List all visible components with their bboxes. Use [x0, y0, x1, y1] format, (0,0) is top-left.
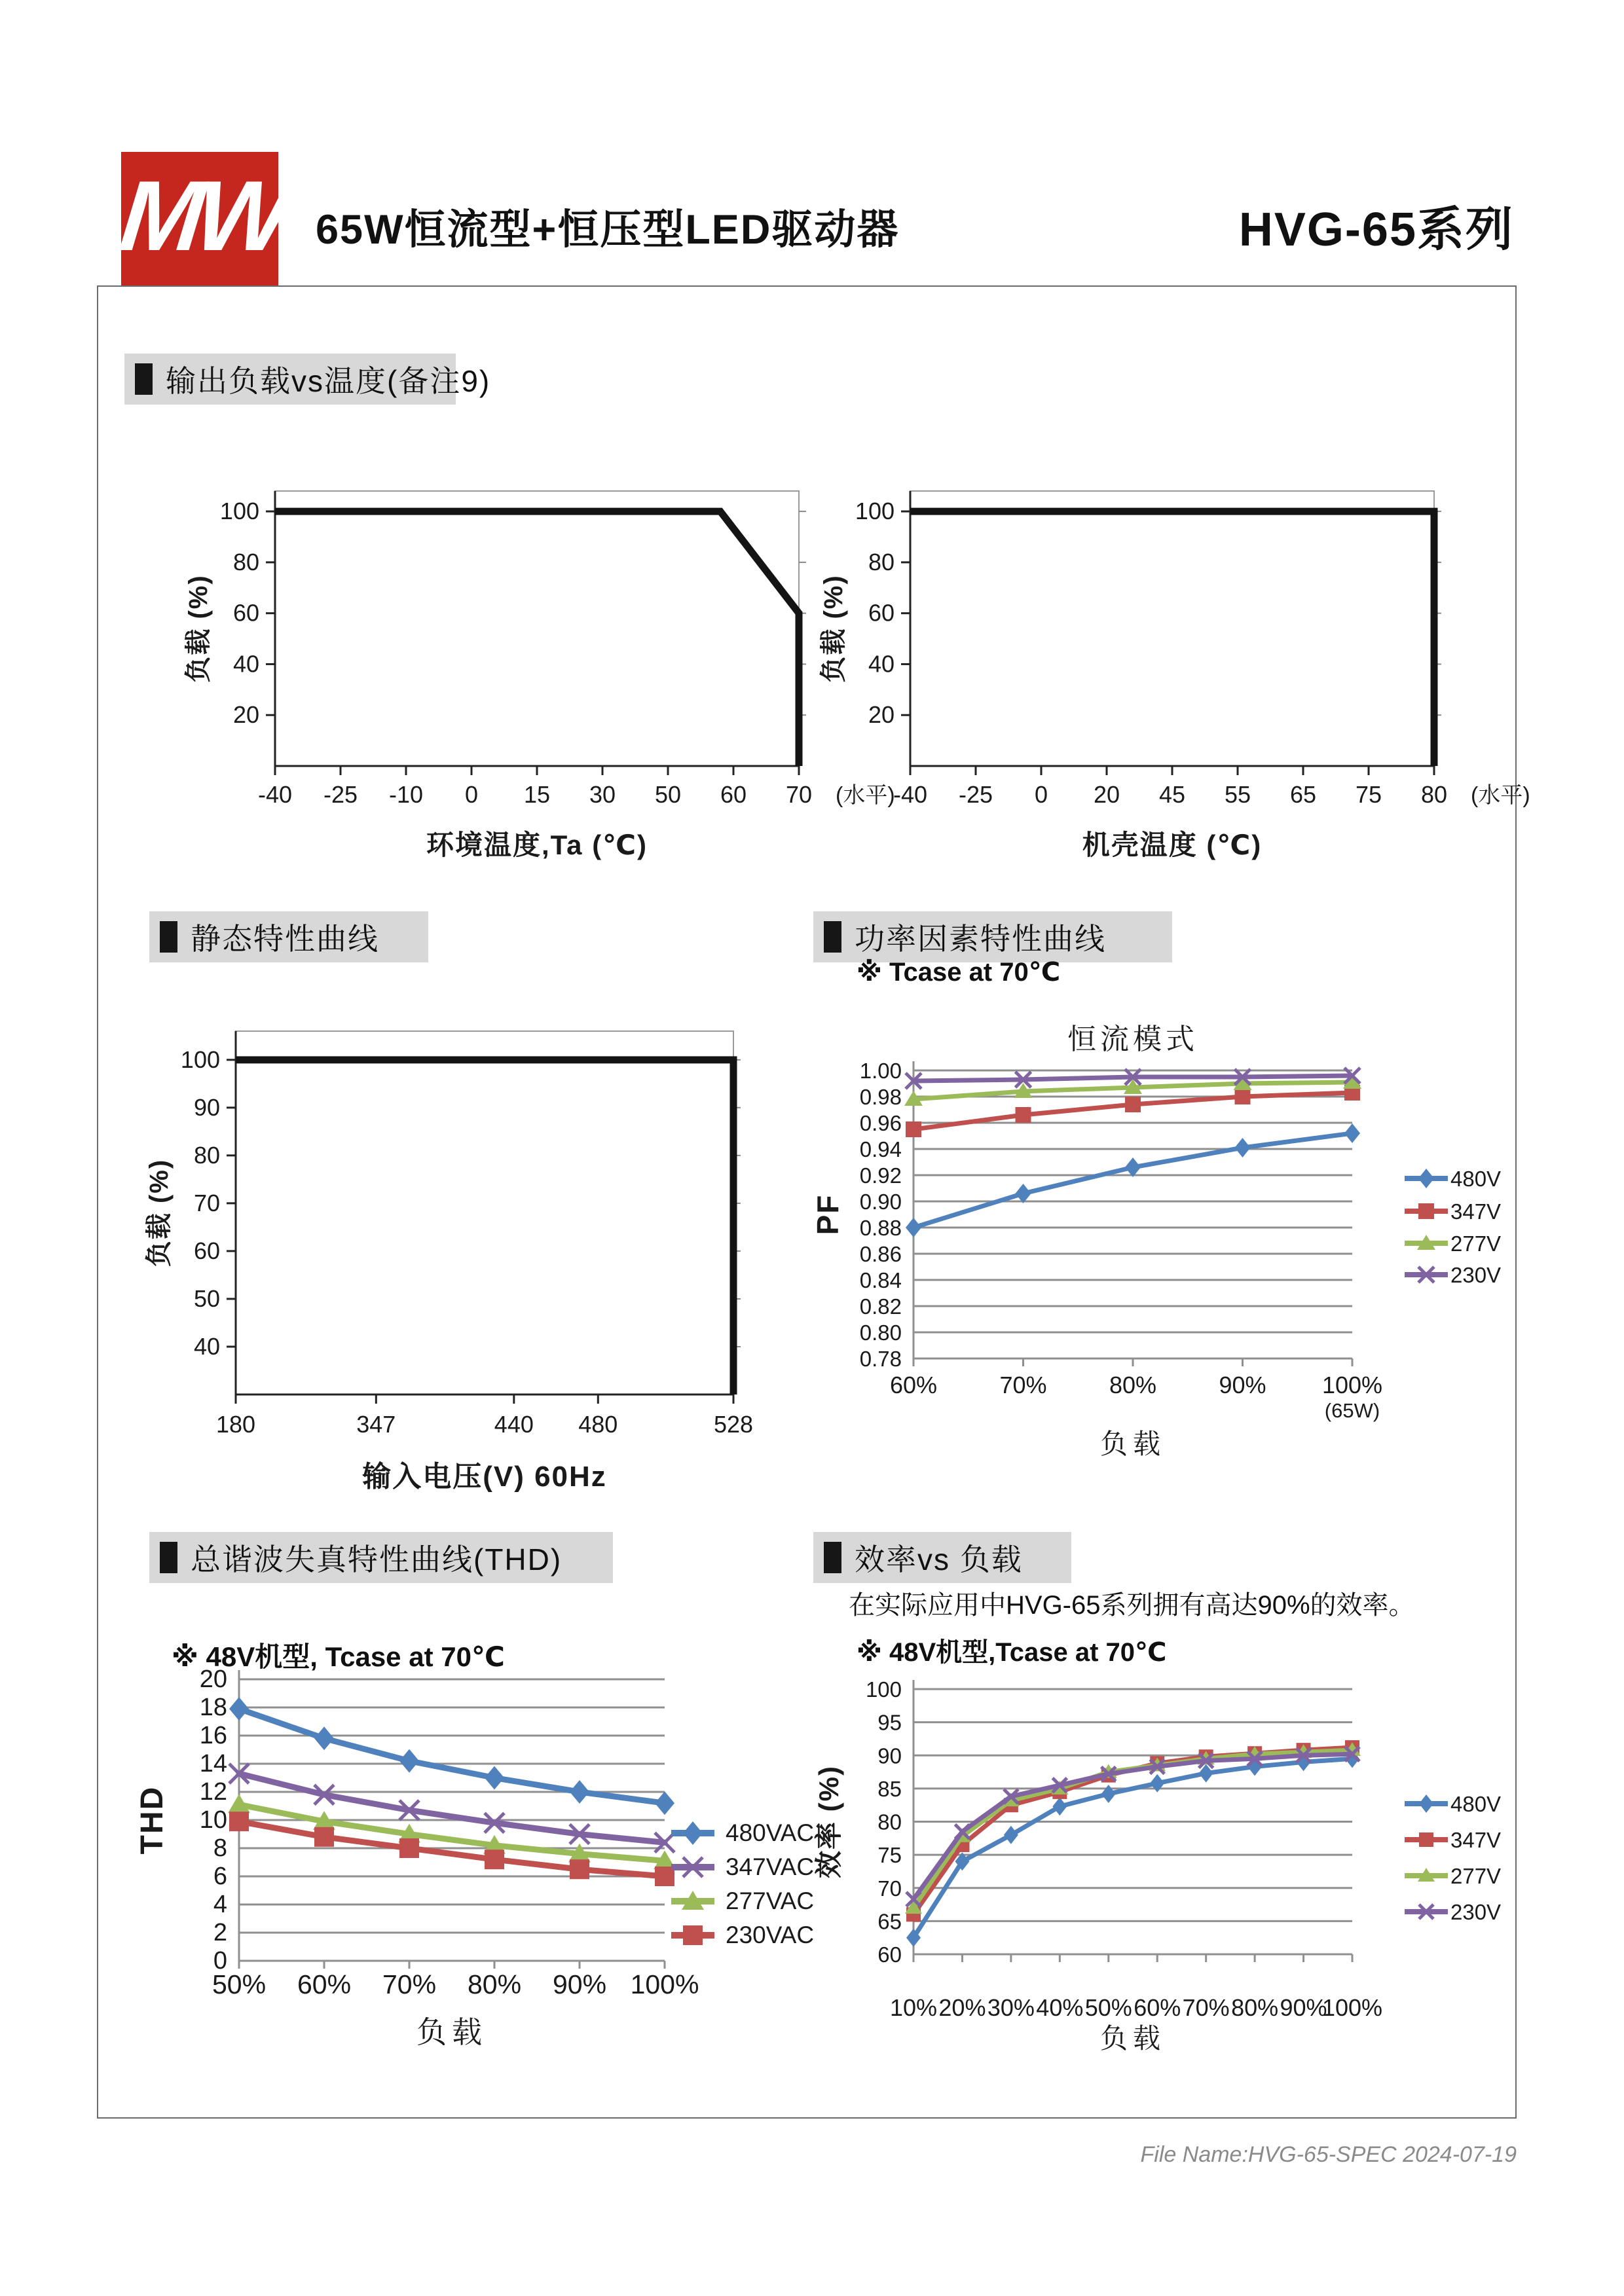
- case-derating-chart: [812, 452, 1530, 903]
- svg-text:(水平): (水平): [1471, 783, 1530, 808]
- svg-text:40: 40: [193, 1332, 220, 1360]
- svg-text:85: 85: [877, 1776, 902, 1801]
- svg-text:65: 65: [1289, 781, 1317, 808]
- svg-text:60: 60: [193, 1237, 220, 1264]
- svg-text:100%: 100%: [630, 1969, 699, 1999]
- svg-text:100%: 100%: [1321, 1994, 1383, 2021]
- svg-text:60: 60: [877, 1942, 902, 1967]
- svg-text:65: 65: [877, 1909, 902, 1934]
- svg-text:100: 100: [219, 498, 259, 525]
- svg-text:75: 75: [1355, 781, 1382, 808]
- svg-text:(水平): (水平): [836, 783, 895, 808]
- svg-text:0.88: 0.88: [859, 1216, 902, 1240]
- svg-text:70: 70: [785, 781, 813, 808]
- svg-text:277VAC: 277VAC: [726, 1887, 815, 1914]
- svg-text:0: 0: [1034, 781, 1048, 808]
- svg-text:528: 528: [713, 1411, 754, 1438]
- svg-text:15: 15: [523, 781, 551, 808]
- svg-text:50%: 50%: [212, 1969, 267, 1999]
- svg-text:70%: 70%: [382, 1969, 437, 1999]
- svg-text:机壳温度 (℃): 机壳温度 (℃): [1082, 829, 1263, 860]
- mw-monogram-icon: MW: [115, 160, 289, 272]
- svg-text:30: 30: [589, 781, 616, 808]
- svg-text:347: 347: [356, 1411, 396, 1438]
- svg-text:80: 80: [232, 548, 259, 575]
- svg-text:负载 (%): 负载 (%): [819, 574, 848, 683]
- svg-text:60%: 60%: [297, 1969, 352, 1999]
- svg-text:50: 50: [193, 1285, 220, 1312]
- svg-text:90%: 90%: [1280, 1994, 1327, 2021]
- svg-text:THD: THD: [135, 1785, 170, 1855]
- svg-text:230VAC: 230VAC: [726, 1922, 815, 1948]
- square-bullet-icon: [160, 1542, 177, 1573]
- svg-text:-25: -25: [323, 781, 358, 808]
- svg-text:20: 20: [868, 701, 895, 729]
- svg-text:0.92: 0.92: [859, 1163, 902, 1188]
- svg-text:60%: 60%: [889, 1372, 938, 1398]
- svg-text:80%: 80%: [1109, 1372, 1157, 1398]
- thd-condition-note: ※ 48V机型, Tcase at 70℃: [172, 1641, 505, 1672]
- svg-text:480VAC: 480VAC: [726, 1819, 815, 1846]
- svg-text:70: 70: [193, 1189, 220, 1216]
- svg-text:负载: 负载: [416, 2015, 487, 2049]
- square-bullet-icon: [824, 1542, 841, 1573]
- square-bullet-icon: [824, 921, 841, 953]
- svg-text:55: 55: [1224, 781, 1251, 808]
- svg-text:40: 40: [868, 650, 895, 678]
- svg-text:80: 80: [193, 1141, 220, 1169]
- svg-text:0.82: 0.82: [859, 1294, 902, 1319]
- svg-text:50: 50: [654, 781, 682, 808]
- svg-text:14: 14: [199, 1750, 227, 1777]
- static-characteristic-chart: [138, 989, 832, 1519]
- svg-text:480V: 480V: [1450, 1167, 1502, 1191]
- square-bullet-icon: [160, 921, 177, 953]
- svg-text:20%: 20%: [938, 1994, 986, 2021]
- svg-text:-40: -40: [257, 781, 293, 808]
- svg-text:-40: -40: [893, 781, 928, 808]
- svg-text:环境温度,Ta (℃): 环境温度,Ta (℃): [426, 829, 648, 860]
- svg-text:效率 (%): 效率 (%): [813, 1765, 844, 1878]
- page-title: 65W恒流型+恒压型LED驱动器: [316, 207, 900, 253]
- svg-text:8: 8: [213, 1834, 227, 1862]
- file-name-footer: File Name:HVG-65-SPEC 2024-07-19: [1140, 2142, 1517, 2167]
- svg-text:70%: 70%: [1182, 1994, 1230, 2021]
- svg-text:0.86: 0.86: [859, 1242, 902, 1266]
- svg-text:70%: 70%: [999, 1372, 1047, 1398]
- pf-condition-note: ※ Tcase at 70℃: [857, 958, 1061, 987]
- svg-text:2: 2: [213, 1919, 227, 1946]
- svg-text:45: 45: [1158, 781, 1186, 808]
- svg-text:6: 6: [213, 1863, 227, 1890]
- svg-text:90%: 90%: [1219, 1372, 1266, 1398]
- svg-text:20: 20: [1093, 781, 1120, 808]
- svg-text:60: 60: [232, 599, 259, 627]
- svg-text:100: 100: [855, 498, 895, 525]
- svg-text:1.00: 1.00: [859, 1059, 902, 1083]
- svg-text:90: 90: [193, 1093, 220, 1121]
- efficiency-chart: [812, 1656, 1519, 2088]
- section-heading-text: 总谐波失真特性曲线(THD): [191, 1542, 563, 1576]
- square-bullet-icon: [135, 363, 153, 395]
- svg-text:60: 60: [868, 599, 895, 627]
- svg-text:0.84: 0.84: [859, 1268, 902, 1292]
- svg-text:0: 0: [464, 781, 479, 808]
- svg-text:(65W): (65W): [1324, 1399, 1380, 1422]
- svg-text:0.94: 0.94: [859, 1137, 902, 1161]
- svg-text:90: 90: [877, 1743, 902, 1768]
- svg-text:80%: 80%: [1231, 1994, 1279, 2021]
- svg-text:440: 440: [494, 1411, 534, 1438]
- svg-text:80: 80: [877, 1810, 902, 1834]
- section-heading-static: [149, 911, 428, 962]
- svg-text:16: 16: [199, 1722, 227, 1749]
- section-heading-text: 效率vs 负载: [855, 1542, 1023, 1576]
- svg-text:100%: 100%: [1321, 1372, 1383, 1398]
- svg-text:负载: 负载: [1099, 1429, 1166, 1459]
- power-factor-chart: [812, 995, 1519, 1512]
- section-heading-text: 静态特性曲线: [191, 922, 379, 956]
- svg-text:输入电压(V) 60Hz: 输入电压(V) 60Hz: [362, 1461, 607, 1493]
- svg-text:75: 75: [877, 1843, 902, 1868]
- section-heading-text: 输出负载vs温度(备注9): [166, 364, 491, 398]
- svg-text:40%: 40%: [1036, 1994, 1084, 2021]
- svg-text:347VAC: 347VAC: [726, 1853, 815, 1880]
- eff-description: 在实际应用中HVG-65系列拥有高达90%的效率。: [849, 1591, 1415, 1620]
- svg-text:50%: 50%: [1084, 1994, 1132, 2021]
- svg-text:12: 12: [199, 1778, 227, 1806]
- svg-text:0.80: 0.80: [859, 1321, 902, 1345]
- svg-text:-10: -10: [388, 781, 424, 808]
- svg-text:负载: 负载: [1099, 2023, 1166, 2054]
- svg-text:60%: 60%: [1134, 1994, 1181, 2021]
- svg-text:0.78: 0.78: [859, 1347, 902, 1371]
- section-heading-derating: [124, 354, 491, 405]
- svg-text:PF: PF: [811, 1194, 845, 1235]
- svg-text:100: 100: [865, 1677, 902, 1702]
- svg-text:10%: 10%: [889, 1994, 938, 2021]
- svg-text:0.90: 0.90: [859, 1190, 902, 1214]
- svg-text:0: 0: [213, 1947, 227, 1975]
- svg-text:负载 (%): 负载 (%): [184, 574, 213, 683]
- svg-text:180: 180: [215, 1411, 256, 1438]
- svg-text:80%: 80%: [467, 1969, 522, 1999]
- series-title: HVG-65系列: [1238, 204, 1514, 256]
- svg-text:80: 80: [1420, 781, 1448, 808]
- section-heading-text: 功率因素特性曲线: [855, 922, 1106, 956]
- svg-text:20: 20: [232, 701, 259, 729]
- svg-text:230V: 230V: [1450, 1900, 1502, 1924]
- svg-text:70: 70: [877, 1876, 902, 1901]
- svg-text:4: 4: [213, 1891, 227, 1918]
- svg-text:90%: 90%: [552, 1969, 607, 1999]
- svg-text:40: 40: [232, 650, 259, 678]
- svg-text:30%: 30%: [987, 1994, 1035, 2021]
- section-heading-thd: [149, 1532, 613, 1583]
- svg-text:480: 480: [578, 1411, 618, 1438]
- svg-text:347V: 347V: [1450, 1199, 1502, 1224]
- svg-text:480V: 480V: [1450, 1792, 1502, 1816]
- svg-text:60: 60: [720, 781, 747, 808]
- svg-text:20: 20: [199, 1666, 227, 1693]
- svg-text:230V: 230V: [1450, 1263, 1502, 1287]
- svg-text:18: 18: [199, 1694, 227, 1721]
- svg-text:-25: -25: [958, 781, 993, 808]
- ambient-derating-chart: [177, 452, 895, 903]
- svg-text:负载 (%): 负载 (%): [145, 1158, 174, 1267]
- svg-text:恒流模式: 恒流模式: [1067, 1023, 1198, 1055]
- svg-text:10: 10: [199, 1806, 227, 1834]
- svg-text:100: 100: [180, 1046, 220, 1073]
- svg-text:347V: 347V: [1450, 1828, 1502, 1852]
- svg-text:277V: 277V: [1450, 1231, 1502, 1256]
- svg-text:80: 80: [868, 548, 895, 575]
- svg-text:0.98: 0.98: [859, 1085, 902, 1109]
- svg-text:95: 95: [877, 1710, 902, 1735]
- section-heading-eff: [813, 1532, 1071, 1583]
- eff-condition-note: ※ 48V机型,Tcase at 70℃: [857, 1638, 1167, 1667]
- svg-text:277V: 277V: [1450, 1864, 1502, 1888]
- svg-text:0.96: 0.96: [859, 1111, 902, 1135]
- section-heading-pf: [813, 911, 1172, 962]
